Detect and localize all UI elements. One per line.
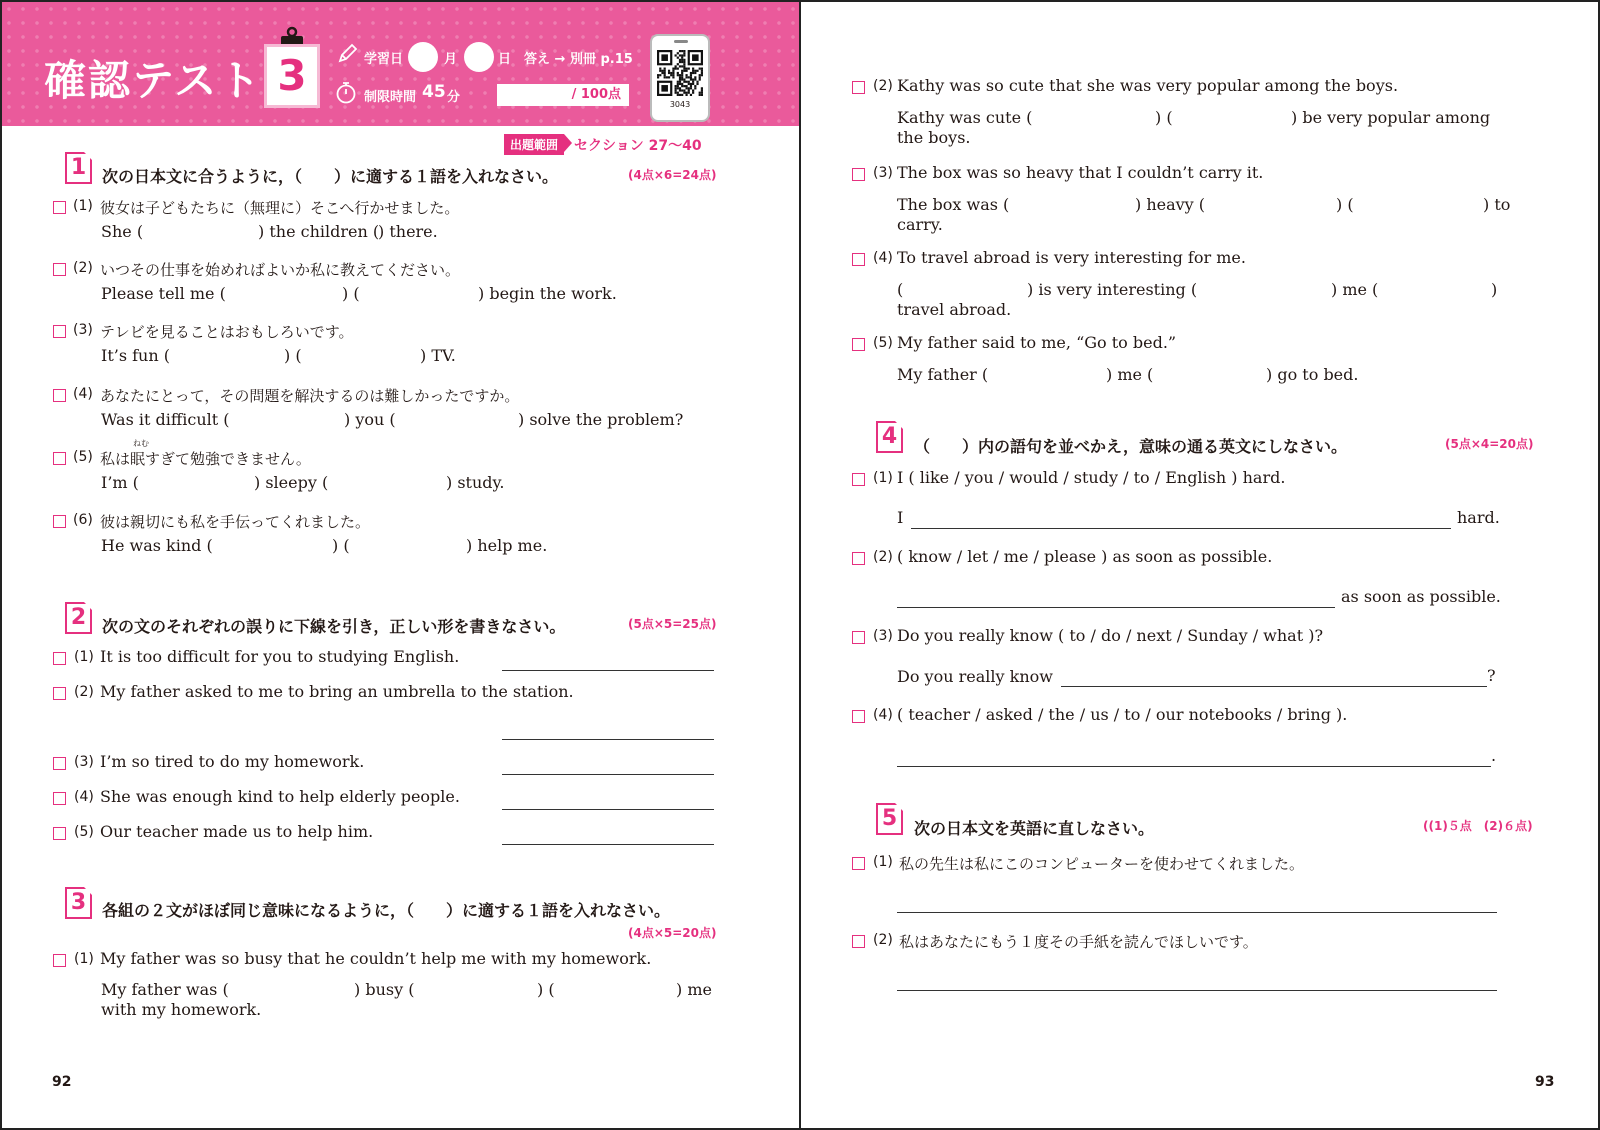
checkbox-s5-q1[interactable] — [852, 857, 865, 870]
question-number: (1) — [873, 470, 893, 486]
english-sentence: The box was so heavy that I couldn’t carry it. — [897, 163, 1264, 182]
question-number: (2) — [74, 684, 94, 700]
answer-reference: 答え → 別冊 p.15 — [524, 52, 633, 67]
answer-line[interactable] — [897, 990, 1497, 991]
english-part: ) ( — [342, 284, 360, 303]
english-sentence: It is too difficult for you to studying English. — [100, 647, 460, 666]
english-sentence: I’m so tired to do my homework. — [100, 752, 365, 771]
english-sentence: Kathy was so cute that she was very popular among the boys. — [897, 76, 1399, 95]
question-number: (1) — [74, 951, 94, 967]
page-title: 確認テスト — [44, 56, 263, 105]
section-2-points: (5点×5=25点) — [628, 617, 717, 631]
japanese-prompt: 私の先生は私にこのコンピューターを使わせてくれました。 — [899, 855, 1305, 873]
question-number: (3) — [74, 754, 94, 770]
english-sentence: To travel abroad is very interesting for me. — [897, 248, 1246, 267]
english-part: The box was ( — [897, 195, 1010, 214]
english-part: He was kind ( — [101, 536, 213, 555]
question-number: (4) — [873, 707, 893, 723]
english-part: ) begin the work. — [478, 284, 617, 303]
english-part: ) TV. — [420, 346, 456, 365]
english-part: ) be very popular among — [1291, 108, 1491, 127]
english-sentence: ( teacher / asked / the / us / to / our notebooks / bring ). — [897, 705, 1348, 724]
english-part: ) busy ( — [354, 980, 415, 999]
question-number: (2) — [873, 932, 893, 948]
section-3-points: (4点×5=20点) — [628, 926, 717, 940]
answer-line[interactable] — [502, 670, 714, 671]
english-part: ) ( — [1155, 108, 1173, 127]
question-number: (2) — [73, 260, 93, 276]
time-limit-value: 45 — [422, 82, 446, 102]
answer-line[interactable] — [897, 912, 1497, 913]
checkbox-s1-q3[interactable] — [53, 325, 66, 338]
section-number-3: 3 — [65, 887, 92, 919]
english-sentence: ( know / let / me / please ) as soon as possible. — [897, 547, 1273, 566]
test-number: 3 — [264, 44, 320, 108]
question-number: (1) — [73, 198, 93, 214]
question-number: (3) — [73, 322, 93, 338]
english-part: the boys. — [897, 128, 971, 147]
english-part: It’s fun ( — [101, 346, 170, 365]
checkbox-s3-q3[interactable] — [852, 168, 865, 181]
answer-suffix: . — [1491, 746, 1497, 765]
english-part: ) study. — [446, 473, 505, 492]
section-5-points: ((1)５点 (2)６点) — [1423, 819, 1533, 833]
section-number-5: 5 — [876, 803, 903, 835]
english-part: Kathy was cute ( — [897, 108, 1033, 127]
section-4-points: (5点×4=20点) — [1445, 437, 1534, 451]
right-page — [799, 0, 1600, 1130]
answer-line[interactable] — [897, 607, 1335, 608]
month-label: 月 — [444, 52, 458, 67]
checkbox-s2-q3[interactable] — [53, 757, 66, 770]
question-number: (4) — [73, 386, 93, 402]
english-part: carry. — [897, 215, 943, 234]
answer-suffix: hard. — [1457, 508, 1500, 527]
question-number: (2) — [873, 78, 893, 94]
day-label: 日 — [498, 52, 512, 67]
answer-line[interactable] — [897, 766, 1491, 767]
english-part: My father ( — [897, 365, 989, 384]
question-number: (4) — [74, 789, 94, 805]
qr-code-number: 3043 — [669, 100, 691, 109]
english-part: ) heavy ( — [1135, 195, 1206, 214]
checkbox-s3-q4[interactable] — [852, 253, 865, 266]
section-number-2: 2 — [65, 602, 92, 634]
time-unit: 分 — [447, 90, 461, 105]
page-number-left: 92 — [52, 1074, 72, 1090]
english-part: Please tell me ( — [101, 284, 226, 303]
qr-code-card — [650, 34, 710, 122]
japanese-prompt: テレビを見ることはおもしろいです。 — [100, 323, 354, 341]
page-number-right: 93 — [1535, 1074, 1555, 1090]
english-part: I’m ( — [101, 473, 139, 492]
checkbox-s4-q4[interactable] — [852, 710, 865, 723]
stopwatch-icon — [335, 80, 357, 104]
japanese-prompt: あなたにとって，その問題を解決するのは難しかったですか。 — [100, 387, 520, 405]
answer-line[interactable] — [502, 739, 714, 740]
question-number: (4) — [873, 250, 893, 266]
time-limit-label: 制限時間 — [364, 90, 417, 105]
english-part: ) you ( — [344, 410, 396, 429]
checkbox-s4-q1[interactable] — [852, 473, 865, 486]
checkbox-s4-q3[interactable] — [852, 631, 865, 644]
scope-text: セクション 27～40 — [574, 137, 702, 154]
english-part: ) solve the problem? — [518, 410, 684, 429]
section-number-1: 1 — [65, 152, 92, 184]
checkbox-s3-q5[interactable] — [852, 338, 865, 351]
english-part: ) ( — [284, 346, 302, 365]
english-part: travel abroad. — [897, 300, 1012, 319]
english-part: ) help me. — [466, 536, 548, 555]
answer-prefix: Do you really know — [897, 667, 1053, 686]
english-part: ) sleepy ( — [254, 473, 329, 492]
scope-tag: 出題範囲 — [504, 134, 564, 155]
section-1-points: (4点×6=24点) — [628, 168, 717, 182]
japanese-prompt: 私はあなたにもう１度その手紙を読んでほしいです。 — [899, 933, 1258, 951]
question-number: (5) — [74, 824, 94, 840]
english-part: ) the children ( — [258, 222, 380, 241]
month-input[interactable] — [408, 42, 438, 72]
question-number: (5) — [73, 449, 93, 465]
english-sentence: Our teacher made us to help him. — [100, 822, 374, 841]
english-part: with my homework. — [101, 1000, 262, 1019]
japanese-prompt: いつその仕事を始めればよいか私に教えてください。 — [100, 261, 461, 279]
japanese-prompt: 彼は親切にも私を手伝ってくれました。 — [100, 513, 371, 531]
english-part: ) is very interesting ( — [1027, 280, 1198, 299]
section-2-title: 次の文のそれぞれの誤りに下線を引き，正しい形を書きなさい。 — [102, 617, 566, 636]
answer-prefix: I — [897, 508, 904, 527]
checkbox-s1-q2[interactable] — [53, 263, 66, 276]
checkbox-s1-q6[interactable] — [53, 515, 66, 528]
section-4-title: （ ）内の語句を並べかえ，意味の通る英文にしなさい。 — [914, 437, 1347, 456]
question-number: (2) — [873, 549, 893, 565]
question-number: (1) — [74, 649, 94, 665]
checkbox-s2-q4[interactable] — [53, 792, 66, 805]
answer-line[interactable] — [502, 774, 714, 775]
english-part: ) me ( — [1106, 365, 1154, 384]
english-sentence: Do you really know ( to / do / next / Sunday / what )? — [897, 626, 1324, 645]
qr-code-icon — [657, 50, 703, 96]
english-part: ) me — [676, 980, 712, 999]
question-number: (1) — [873, 854, 893, 870]
question-number: (3) — [873, 628, 893, 644]
section-5-title: 次の日本文を英語に直しなさい。 — [914, 819, 1155, 838]
ruby-text: ねむ — [133, 439, 149, 448]
answer-line[interactable] — [911, 528, 1451, 529]
english-sentence: My father said to me, “Go to bed.” — [897, 333, 1177, 352]
checkbox-s3-q1[interactable] — [53, 954, 66, 967]
answer-line[interactable] — [502, 844, 714, 845]
english-part: ) ( — [332, 536, 350, 555]
english-part: ) ( — [1336, 195, 1354, 214]
answer-suffix: as soon as possible. — [1341, 587, 1501, 606]
checkbox-s1-q5[interactable] — [53, 452, 66, 465]
header-banner — [2, 2, 799, 126]
checkbox-s1-q4[interactable] — [53, 389, 66, 402]
scope — [504, 134, 702, 155]
english-part: ) — [1491, 280, 1498, 299]
japanese-prompt: 彼女は子どもたちに（無理に）そこへ行かせました。 — [100, 199, 460, 217]
checkbox-s1-q1[interactable] — [53, 201, 66, 214]
english-part: ) to — [1483, 195, 1511, 214]
english-sentence: My father asked to me to bring an umbrella to the station. — [100, 682, 574, 701]
english-sentence: My father was so busy that he couldn’t help me with my homework. — [100, 949, 652, 968]
section-number-4: 4 — [876, 421, 903, 453]
question-number: (6) — [73, 512, 93, 528]
study-day-label: 学習日 — [364, 52, 404, 67]
checkbox-s3-q2[interactable] — [852, 81, 865, 94]
english-part: ) go to bed. — [1266, 365, 1359, 384]
checkbox-s5-q2[interactable] — [852, 935, 865, 948]
english-part: ) there. — [378, 222, 438, 241]
english-sentence: I ( like / you / would / study / to / English ) hard. — [897, 468, 1286, 487]
day-input[interactable] — [464, 42, 494, 72]
section-1-title: 次の日本文に合うように，（ ）に適する１語を入れなさい。 — [102, 167, 559, 186]
checkbox-s2-q2[interactable] — [53, 687, 66, 700]
japanese-prompt: 私は眠すぎて勉強できません。 — [100, 450, 311, 468]
question-number: (3) — [873, 165, 893, 181]
english-part: ) me ( — [1331, 280, 1379, 299]
english-part: Was it difficult ( — [101, 410, 230, 429]
checkbox-s2-q5[interactable] — [53, 827, 66, 840]
answer-suffix: ? — [1487, 666, 1496, 685]
checkbox-s2-q1[interactable] — [53, 652, 66, 665]
english-sentence: She was enough kind to help elderly people. — [100, 787, 460, 806]
answer-line[interactable] — [1061, 686, 1487, 687]
checkbox-s4-q2[interactable] — [852, 552, 865, 565]
english-part: My father was ( — [101, 980, 229, 999]
answer-line[interactable] — [502, 809, 714, 810]
question-number: (5) — [873, 335, 893, 351]
pencil-icon — [337, 42, 359, 64]
section-3-title: 各組の２文がほぼ同じ意味になるように，（ ）に適する１語を入れなさい。 — [102, 901, 671, 920]
english-part: ( — [897, 280, 904, 299]
english-part: ) ( — [537, 980, 555, 999]
english-part: She ( — [101, 222, 144, 241]
score-box[interactable]: / 100点 — [497, 84, 629, 106]
